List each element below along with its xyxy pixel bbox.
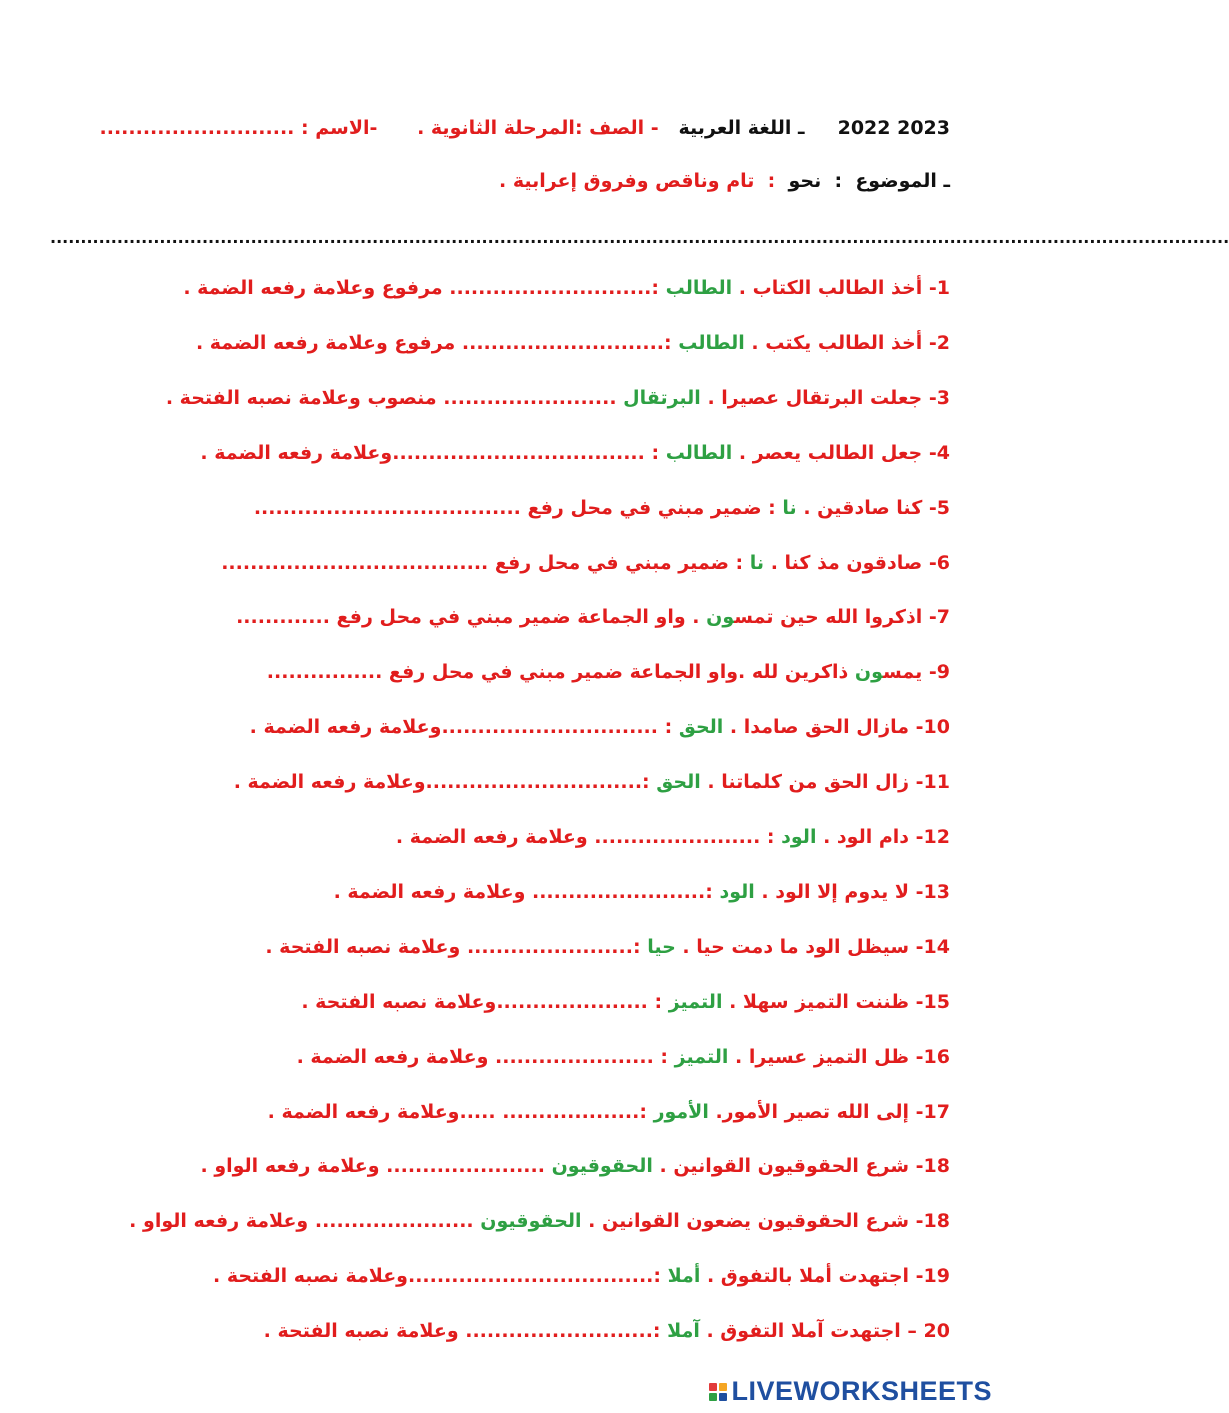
exercise-row — [250, 713, 950, 741]
exercise-sentence: أخذ الطالب الكتاب . — [738, 277, 923, 299]
exercise-row — [166, 384, 950, 412]
exercise-sentence: جعلت البرتقال عصيرا . — [707, 387, 923, 409]
exercise-number: 17- — [915, 1101, 950, 1123]
exercise-answer[interactable]: أملا — [667, 1265, 701, 1287]
exercise-sentence: سيظل الود ما دمت حيا . — [682, 936, 910, 958]
exercise-row — [268, 1098, 950, 1126]
exercise-number: 18- — [915, 1155, 950, 1177]
exercise-row — [200, 439, 950, 467]
exercise-sentence: ظل التميز عسيرا . — [734, 1046, 910, 1068]
exercise-row — [265, 933, 950, 961]
exercise-number: 18- — [915, 1210, 950, 1232]
exercise-answer[interactable]: الحقوقيون — [480, 1210, 582, 1232]
exercise-blank[interactable]: :............................ مرفوع وعلامة رفعه الضمة . — [183, 277, 659, 299]
exercise-number: 9- — [928, 661, 950, 683]
exercise-answer[interactable]: حيا — [647, 936, 676, 958]
topic-dash: ـ — [943, 170, 950, 192]
logo-text: LIVEWORKSHEETS — [731, 1376, 992, 1406]
name-label: -الاسم : — [301, 117, 378, 139]
exercise-blank[interactable]: :............................ مرفوع وعلامة رفعه الضمة . — [195, 332, 672, 354]
exercise-row — [297, 1043, 950, 1071]
exercise-blank[interactable]: ذاكرين لله .واو الجماعة ضمير مبني في محل رفع ................ — [266, 661, 849, 683]
exercise-answer[interactable]: ون — [854, 661, 884, 683]
topic-label: الموضوع — [855, 170, 937, 192]
header-line — [100, 114, 950, 142]
exercise-number: 14- — [915, 936, 950, 958]
exercise-number: 11- — [915, 771, 950, 793]
exercise-answer[interactable]: البرتقال — [623, 387, 701, 409]
exercise-number: 20 – — [907, 1320, 950, 1342]
exercise-blank[interactable]: :........................ وعلامة رفعه الضمة . — [333, 881, 713, 903]
exercise-sentence: ظننت التميز سهلا . — [729, 991, 910, 1013]
exercise-sentence: مازال الحق صامدا . — [729, 716, 910, 738]
subject: اللغة العربية — [678, 117, 792, 139]
topic-line — [499, 167, 950, 195]
exercise-blank[interactable]: :..............................وعلامة رفعه الضمة . — [233, 771, 650, 793]
exercise-answer[interactable]: نا — [749, 552, 765, 574]
exercise-sentence: أخذ الطالب يكتب . — [751, 332, 923, 354]
exercise-blank[interactable]: :................... .....وعلامة رفعه الضمة . — [267, 1101, 647, 1123]
exercise-sentence: شرع الحقوقيون يضعون القوانين . — [588, 1210, 910, 1232]
class-dash: - — [650, 117, 659, 139]
exercise-row — [236, 603, 950, 631]
exercise-blank[interactable]: . واو الجماعة ضمير مبني في محل رفع ............. — [236, 606, 700, 628]
exercise-answer[interactable]: الطالب — [665, 277, 733, 299]
topic-colon: : — [834, 170, 843, 192]
exercise-answer[interactable]: الحق — [678, 716, 724, 738]
exercise-sentence: جعل الطالب يعصر . — [738, 442, 923, 464]
exercise-number: 12- — [915, 826, 950, 848]
exercise-number: 16- — [915, 1046, 950, 1068]
exercise-answer[interactable]: الود — [719, 881, 755, 903]
subject-dash: ـ — [798, 117, 805, 139]
exercise-blank[interactable]: : ....................... وعلامة رفعه الضمة . — [395, 826, 775, 848]
liveworksheets-logo — [709, 1376, 992, 1407]
exercise-answer[interactable]: الحق — [656, 771, 701, 793]
exercise-sentence: كنا صادقين . — [803, 497, 923, 519]
exercise-answer[interactable]: التميز — [674, 1046, 729, 1068]
exercise-sentence: اجتهدت أملا بالتفوق . — [706, 1265, 910, 1287]
exercise-number: 6- — [928, 552, 950, 574]
exercise-row — [221, 549, 950, 577]
exercise-number: 5- — [928, 497, 950, 519]
exercise-blank[interactable]: : ..............................وعلامة رفعه الضمة . — [249, 716, 673, 738]
topic-colon-2: : — [767, 170, 776, 192]
exercise-sentence: لا يدوم إلا الود . — [761, 881, 910, 903]
exercise-sentence: يمس — [883, 661, 923, 683]
exercise-blank[interactable]: : ضمير مبني في محل رفع ..................................... — [221, 552, 744, 574]
logo-icon — [709, 1383, 727, 1401]
exercise-row — [264, 1317, 950, 1345]
exercise-number: 2- — [928, 332, 950, 354]
exercise-answer[interactable]: الحقوقيون — [551, 1155, 653, 1177]
exercise-number: 10- — [915, 716, 950, 738]
exercise-row — [396, 823, 950, 851]
exercise-sentence: إلى الله تصير الأمور. — [715, 1101, 910, 1123]
exercise-sentence: دام الود . — [823, 826, 910, 848]
topic-value: تام وناقص وفروق إعرابية . — [498, 170, 755, 192]
exercise-row — [334, 878, 950, 906]
exercise-answer[interactable]: الأمور — [653, 1101, 709, 1123]
exercise-sentence: صادقون مذ كنا . — [770, 552, 923, 574]
exercise-answer[interactable]: الطالب — [665, 442, 733, 464]
exercise-number: 7- — [928, 606, 950, 628]
exercise-number: 3- — [928, 387, 950, 409]
exercise-row — [196, 329, 950, 357]
exercise-answer[interactable]: ون — [706, 606, 735, 628]
exercise-number: 4- — [928, 442, 950, 464]
name-blank[interactable]: ........................... — [99, 117, 295, 139]
exercise-blank[interactable]: ...................... وعلامة رفعه الواو . — [200, 1155, 545, 1177]
exercise-row — [254, 494, 950, 522]
exercise-row — [213, 1262, 950, 1290]
exercise-blank[interactable]: : ضمير مبني في محل رفع ..................................... — [253, 497, 776, 519]
exercise-blank[interactable]: :..................................وعلامة نصبه الفتحة . — [213, 1265, 661, 1287]
exercise-row — [267, 658, 950, 686]
exercise-blank[interactable]: :.......................... وعلامة نصبه الفتحة . — [263, 1320, 661, 1342]
exercise-row — [234, 768, 950, 796]
exercise-blank[interactable]: : ...................................وعلامة رفعه الضمة . — [200, 442, 660, 464]
exercise-sentence: اجتهدت آملا التفوق . — [706, 1320, 901, 1342]
exercise-sentence: شرع الحقوقيون القوانين . — [659, 1155, 910, 1177]
exercise-blank[interactable]: : .....................وعلامة نصبه الفتحة . — [301, 991, 663, 1013]
topic-branch: نحو — [788, 170, 822, 192]
exercise-row — [301, 988, 950, 1016]
exercise-number: 1- — [928, 277, 950, 299]
exercise-sentence: اذكروا الله حين تمس — [734, 606, 923, 628]
exercise-number: 15- — [915, 991, 950, 1013]
exercise-answer[interactable]: التميز — [668, 991, 723, 1013]
exercise-answer[interactable]: آملا — [667, 1320, 700, 1342]
exercise-number: 13- — [915, 881, 950, 903]
school-years: 2022 2023 — [837, 117, 950, 139]
exercise-row — [183, 274, 950, 302]
class-label: الصف :المرحلة الثانوية . — [417, 117, 645, 139]
exercise-answer[interactable]: نا — [782, 497, 797, 519]
exercise-row — [129, 1207, 950, 1235]
exercise-answer[interactable]: الود — [781, 826, 817, 848]
exercise-row — [200, 1152, 950, 1180]
exercise-answer[interactable]: الطالب — [678, 332, 745, 354]
separator-dots: .................................................................................................................................................................................................. — [50, 228, 1229, 247]
exercise-blank[interactable]: :....................... وعلامة نصبه الفتحة . — [265, 936, 641, 958]
exercise-blank[interactable]: ........................ منصوب وعلامة نصبه الفتحة . — [165, 387, 617, 409]
exercise-sentence: زال الحق من كلماتنا . — [707, 771, 910, 793]
exercise-blank[interactable]: ...................... وعلامة رفعه الواو . — [129, 1210, 474, 1232]
exercise-blank[interactable]: : ...................... وعلامة رفعه الضمة . — [296, 1046, 669, 1068]
exercise-number: 19- — [915, 1265, 950, 1287]
